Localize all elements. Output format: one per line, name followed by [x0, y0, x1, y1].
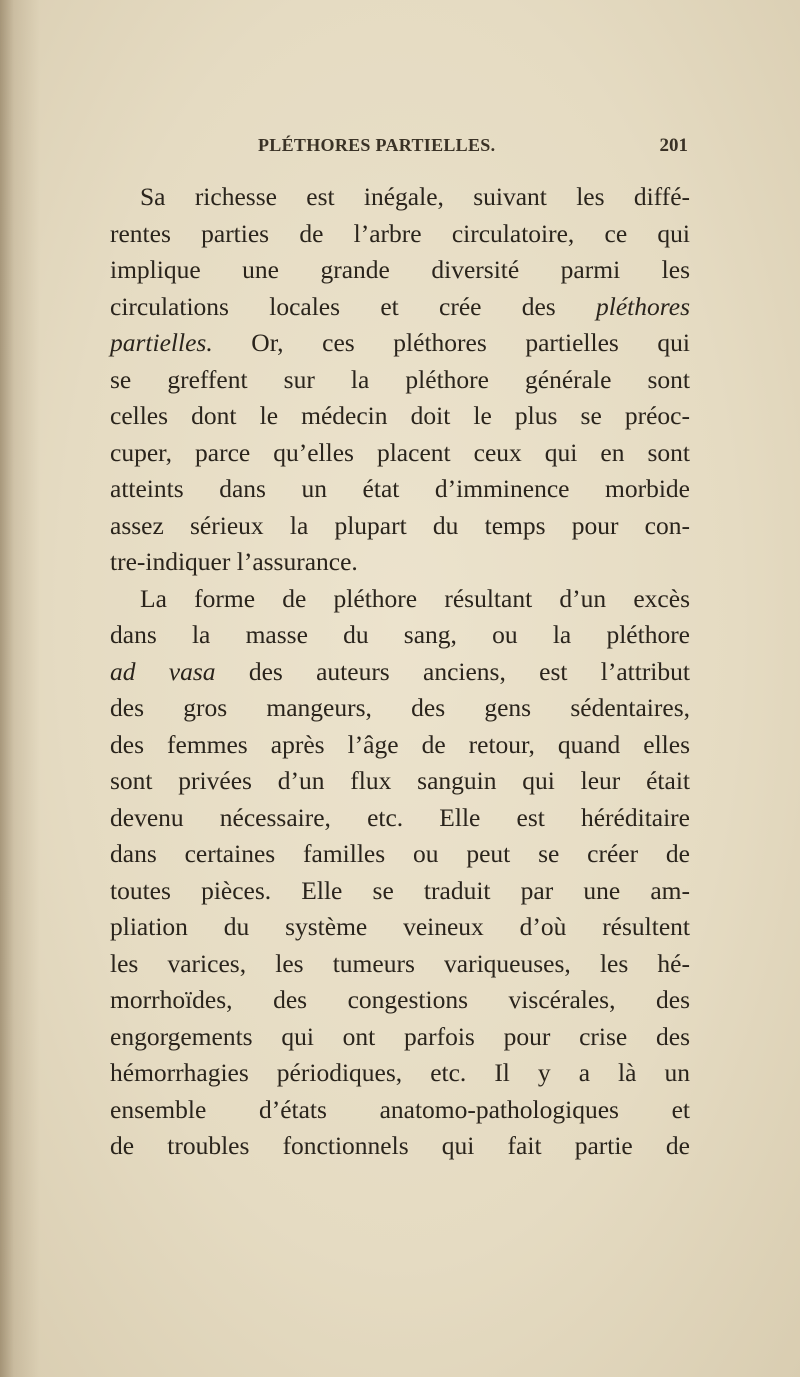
- text-line: [110, 325, 690, 362]
- text-line: sont privées d’un flux sanguin qui leur était: [110, 766, 690, 795]
- text-line: des gros mangeurs, des gens sédentaires,: [110, 693, 690, 722]
- text-line: se greffent sur la pléthore générale sont: [110, 364, 690, 394]
- text-line: La forme de pléthore résultant d’un excès: [140, 583, 690, 613]
- text-line: tre-indiquer l’assurance.: [110, 547, 358, 576]
- text-line: hémorrhagies périodiques, etc. Il y a là un: [110, 1058, 690, 1087]
- text-line: celles dont le médecin doit le plus se préoc-: [110, 401, 690, 430]
- italic-term: pléthores: [596, 291, 690, 321]
- text-segment: des auteurs anciens, est l’attribut: [215, 656, 690, 686]
- text-line: des femmes après l’âge de retour, quand elles: [110, 729, 690, 759]
- italic-term: partielles.: [110, 328, 213, 357]
- text-segment: Or, ces pléthores partielles qui: [212, 328, 690, 357]
- text-line: assez sérieux la plupart du temps pour con-: [110, 510, 690, 540]
- text-line: engorgements qui ont parfois pour crise des: [110, 1021, 690, 1051]
- text-line: dans certaines familles ou peut se créer de: [110, 839, 690, 868]
- page-header: [258, 135, 688, 165]
- text-line: rentes parties de l’arbre circulatoire, ce qui: [110, 218, 690, 248]
- text-line: atteints dans un état d’imminence morbide: [110, 474, 690, 503]
- text-line: dans la masse du sang, ou la pléthore: [110, 620, 690, 649]
- text-line: [110, 289, 690, 326]
- italic-term: ad vasa: [110, 656, 216, 686]
- text-line: morrhoïdes, des congestions viscérales, des: [110, 985, 690, 1014]
- text-line: implique une grande diversité parmi les: [110, 255, 690, 284]
- text-line: ensemble d’états anatomo-pathologiques et: [110, 1094, 690, 1124]
- running-title: PLÉTHORES PARTIELLES.: [258, 135, 496, 155]
- text-line: les varices, les tumeurs variqueuses, les hé-: [110, 948, 690, 978]
- page-number: 201: [659, 135, 688, 156]
- text-line: toutes pièces. Elle se traduit par une am-: [110, 875, 690, 905]
- body-text: [110, 179, 690, 1165]
- text-line: devenu nécessaire, etc. Elle est héréditaire: [110, 802, 690, 832]
- text-line: Sa richesse est inégale, suivant les diffé-: [140, 182, 690, 211]
- text-line: cuper, parce qu’elles placent ceux qui en sont: [110, 437, 690, 467]
- text-segment: circulations locales et crée des: [110, 291, 597, 321]
- text-line: [110, 654, 690, 691]
- text-line: de troubles fonctionnels qui fait partie de: [110, 1131, 690, 1160]
- text-line: pliation du système veineux d’où résultent: [110, 912, 690, 941]
